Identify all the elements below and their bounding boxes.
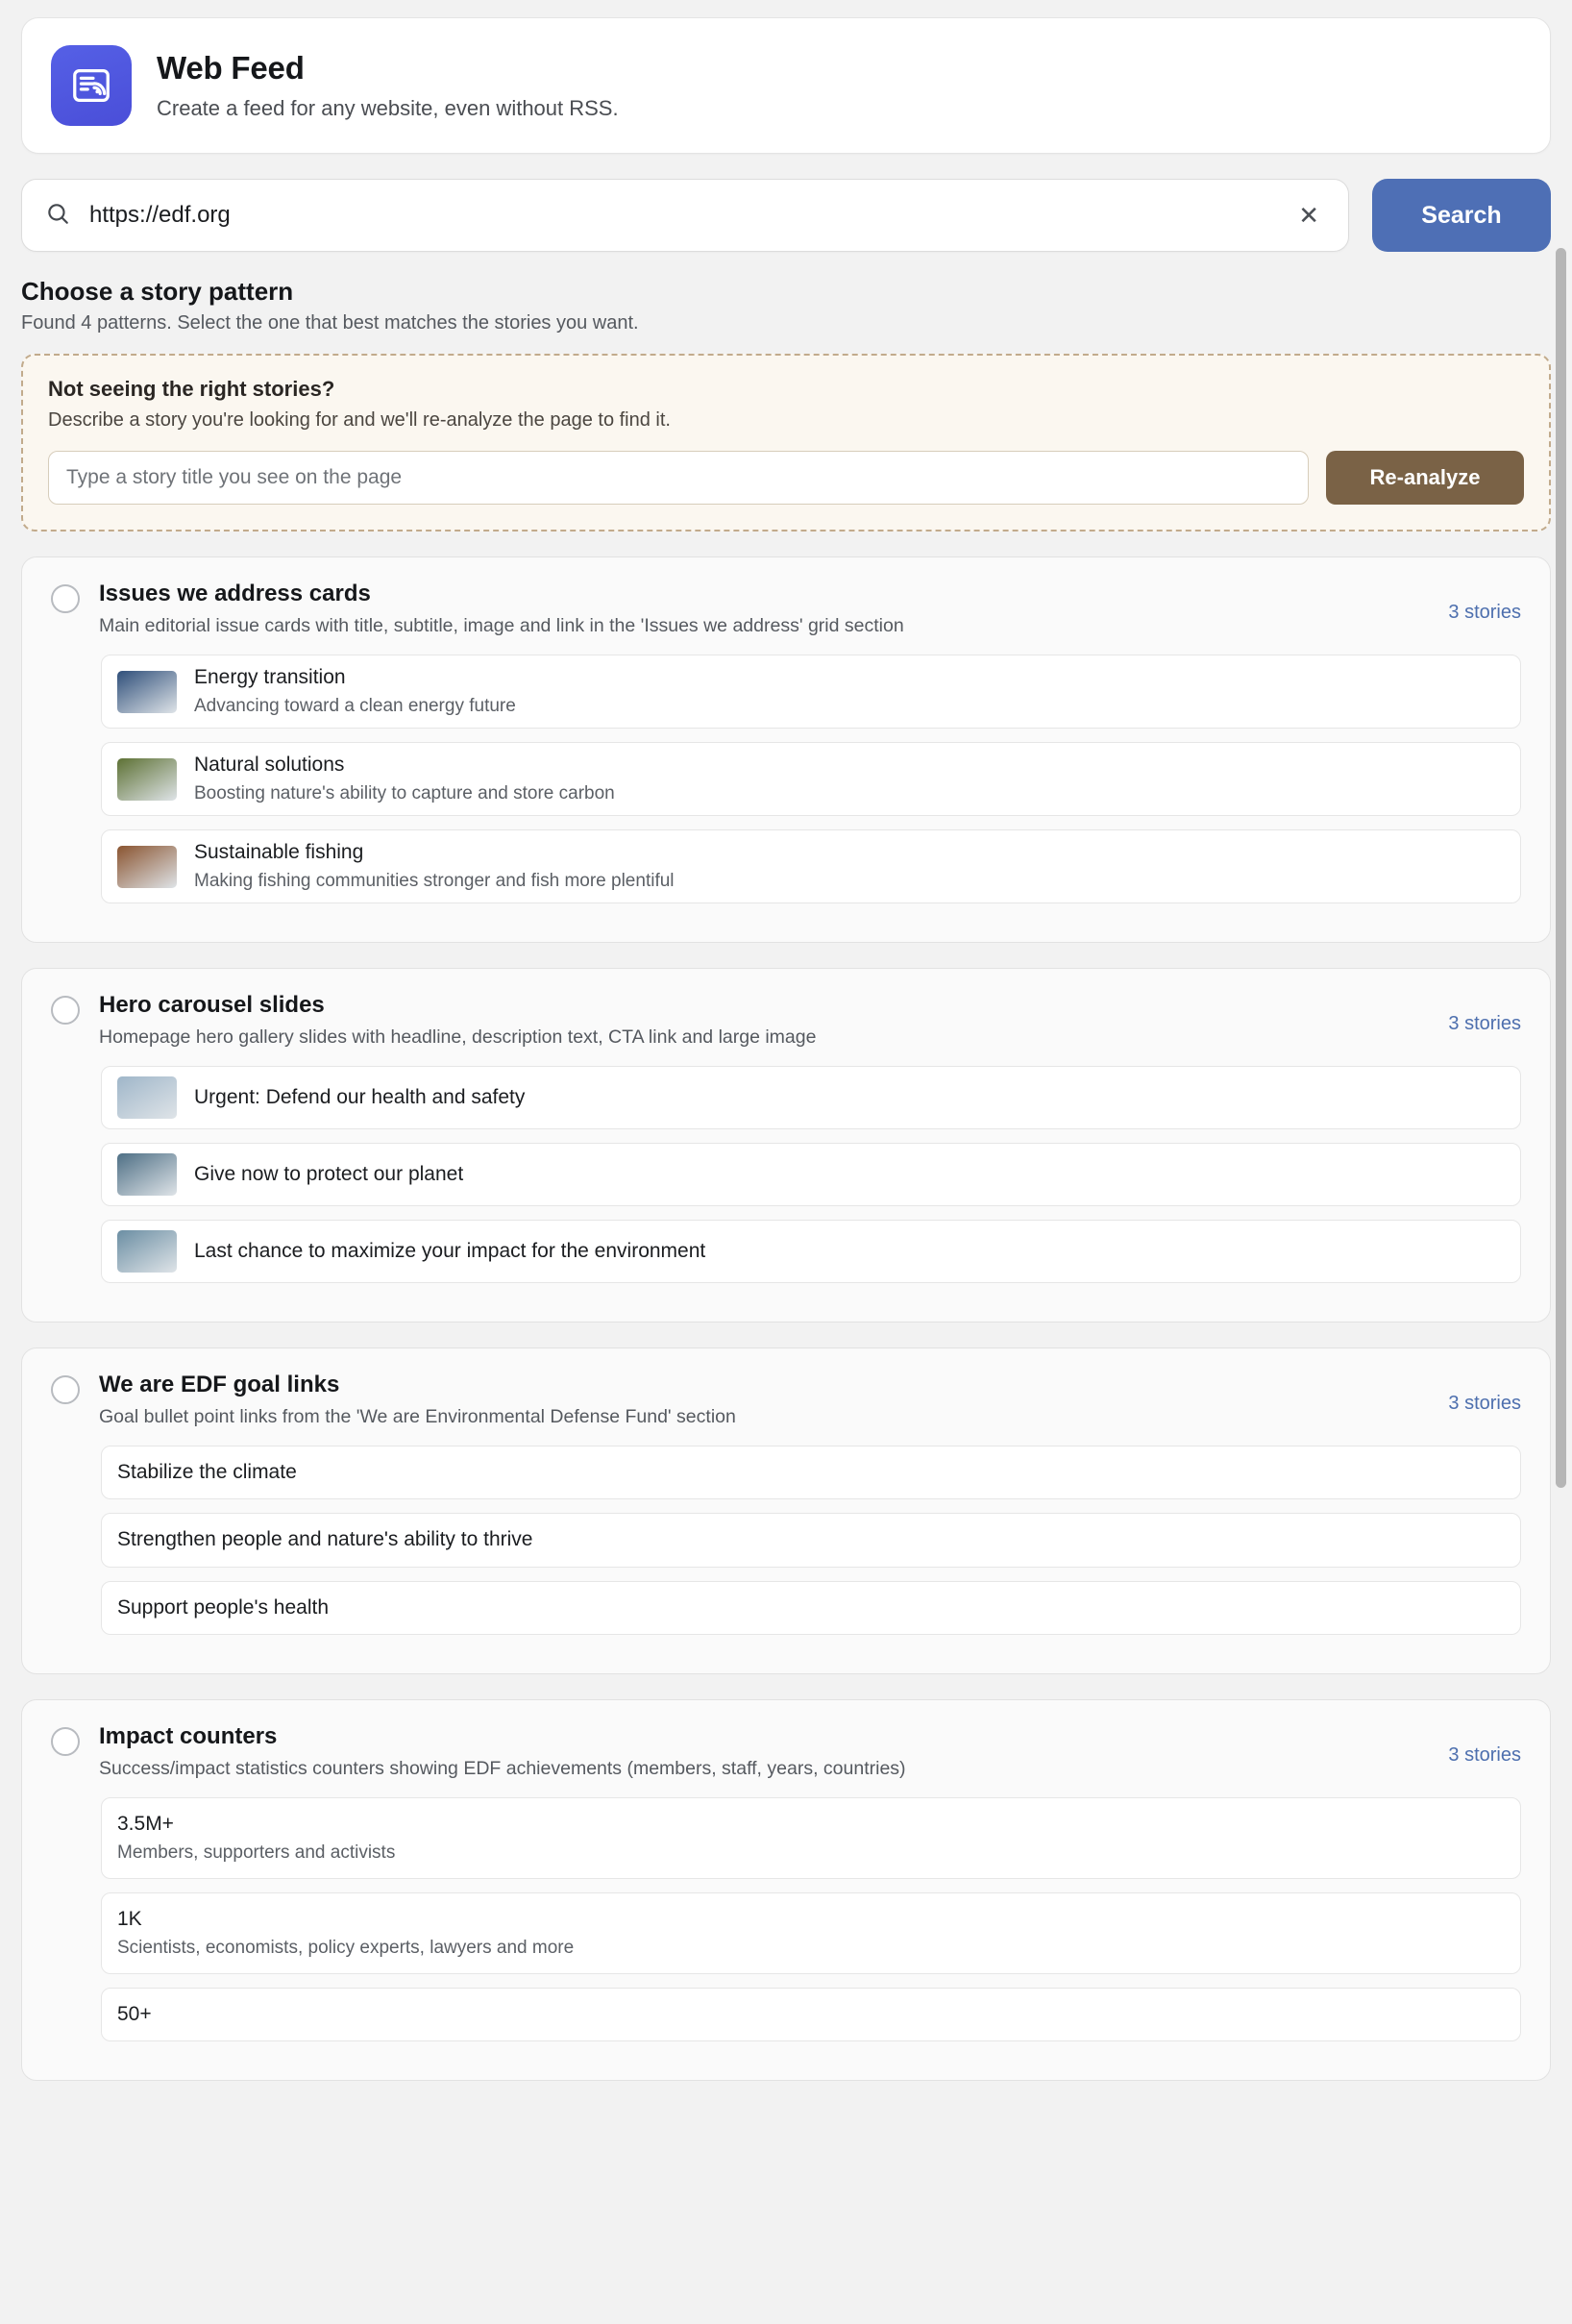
pattern-title: Issues we address cards <box>99 581 371 606</box>
story-title: Strengthen people and nature's ability to thrive <box>117 1528 533 1551</box>
story-thumbnail <box>117 671 177 713</box>
story-subtitle: Making fishing communities stronger and fish more plentiful <box>194 871 675 892</box>
list-item[interactable] <box>101 1143 1521 1206</box>
story-text <box>194 1162 463 1187</box>
page-scrollbar[interactable] <box>1556 248 1566 2305</box>
pattern-description: Main editorial issue cards with title, subtitle, image and link in the 'Issues we address' grid section <box>99 615 904 636</box>
list-item[interactable] <box>101 1892 1521 1974</box>
pattern-radio[interactable] <box>51 1727 80 1756</box>
story-title: Urgent: Defend our health and safety <box>194 1085 526 1108</box>
story-title: Last chance to maximize your impact for the environment <box>194 1239 706 1262</box>
pattern-header-text <box>99 1723 1429 1780</box>
story-thumbnail <box>117 1153 177 1196</box>
list-item[interactable] <box>101 1446 1521 1499</box>
pattern-header <box>51 1372 1521 1428</box>
pattern-header-text <box>99 1372 1429 1428</box>
list-item[interactable] <box>101 1797 1521 1879</box>
story-count-badge: 3 stories <box>1448 1743 1521 1766</box>
story-list <box>51 655 1521 903</box>
story-title: 1K <box>117 1907 142 1930</box>
list-item[interactable] <box>101 1066 1521 1129</box>
reanalyze-button[interactable]: Re-analyze <box>1326 451 1524 505</box>
story-list <box>51 1066 1521 1283</box>
list-item[interactable] <box>101 1581 1521 1635</box>
story-thumbnail <box>117 1230 177 1273</box>
search-input[interactable] <box>87 201 1275 230</box>
pattern-card[interactable] <box>21 968 1551 1323</box>
app-header-text <box>157 50 619 121</box>
search-icon <box>45 201 70 231</box>
pattern-description: Homepage hero gallery slides with headline, description text, CTA link and large image <box>99 1026 817 1048</box>
pattern-header <box>51 992 1521 1049</box>
story-subtitle: Boosting nature's ability to capture and store carbon <box>194 783 615 804</box>
story-title: Natural solutions <box>194 754 345 776</box>
callout-row <box>48 451 1524 505</box>
page-title: Web Feed <box>157 50 305 86</box>
pattern-radio[interactable] <box>51 584 80 613</box>
story-thumbnail <box>117 846 177 888</box>
list-item[interactable] <box>101 829 1521 903</box>
story-subtitle: Advancing toward a clean energy future <box>194 696 516 717</box>
story-text <box>117 1460 297 1485</box>
story-count-badge: 3 stories <box>1448 1013 1521 1034</box>
story-thumbnail <box>117 1076 177 1119</box>
story-text <box>194 1085 525 1110</box>
story-count-badge: 3 stories <box>1448 602 1521 623</box>
story-thumbnail <box>117 758 177 801</box>
pattern-header-text <box>99 992 1429 1049</box>
story-list <box>51 1446 1521 1635</box>
search-row <box>21 179 1551 252</box>
story-title: Energy transition <box>194 666 346 688</box>
story-title: Support people's health <box>117 1595 330 1619</box>
page-subtitle: Create a feed for any website, even without RSS. <box>157 96 619 120</box>
pattern-card[interactable] <box>21 1699 1551 2081</box>
list-item[interactable] <box>101 742 1521 816</box>
story-text <box>117 2002 152 2027</box>
pattern-title: We are EDF goal links <box>99 1372 340 1397</box>
story-text <box>194 753 615 805</box>
reanalyze-callout <box>21 354 1551 532</box>
story-title: 50+ <box>117 2002 152 2025</box>
story-title: 3.5M+ <box>117 1812 174 1835</box>
patterns-section-title: Choose a story pattern <box>21 277 294 306</box>
list-item[interactable] <box>101 1513 1521 1567</box>
rss-feed-icon <box>51 45 132 126</box>
search-button[interactable]: Search <box>1372 179 1551 252</box>
pattern-card[interactable] <box>21 556 1551 943</box>
list-item[interactable] <box>101 1988 1521 2041</box>
pattern-radio[interactable] <box>51 996 80 1025</box>
pattern-title: Hero carousel slides <box>99 992 325 1018</box>
app-header <box>21 17 1551 154</box>
story-text <box>117 1595 329 1620</box>
callout-subtitle: Describe a story you're looking for and we'll re-analyze the page to find it. <box>48 409 671 431</box>
story-text <box>194 840 675 893</box>
patterns-list <box>21 556 1551 2081</box>
list-item[interactable] <box>101 1220 1521 1283</box>
pattern-card[interactable] <box>21 1347 1551 1674</box>
search-box[interactable] <box>21 179 1349 252</box>
story-title: Stabilize the climate <box>117 1461 297 1483</box>
list-item[interactable] <box>101 655 1521 729</box>
scrollbar-thumb[interactable] <box>1556 248 1566 1488</box>
callout-title: Not seeing the right stories? <box>48 377 335 401</box>
pattern-description: Goal bullet point links from the 'We are Environmental Defense Fund' section <box>99 1406 736 1427</box>
pattern-title: Impact counters <box>99 1722 278 1749</box>
story-text <box>194 665 516 718</box>
pattern-header-text <box>99 581 1429 637</box>
story-title: Sustainable fishing <box>194 841 364 863</box>
story-text <box>117 1907 574 1960</box>
pattern-header <box>51 1723 1521 1780</box>
story-text <box>117 1527 532 1552</box>
story-subtitle: Scientists, economists, policy experts, lawyers and more <box>117 1938 575 1958</box>
story-subtitle: Members, supporters and activists <box>117 1842 396 1863</box>
pattern-header <box>51 581 1521 637</box>
story-list <box>51 1797 1521 2041</box>
story-count-badge: 3 stories <box>1448 1393 1521 1414</box>
story-text <box>117 1812 395 1865</box>
close-icon[interactable]: ✕ <box>1292 199 1325 232</box>
story-title-input[interactable] <box>48 451 1309 505</box>
story-text <box>194 1239 705 1264</box>
pattern-radio[interactable] <box>51 1375 80 1404</box>
story-title: Give now to protect our planet <box>194 1162 464 1185</box>
pattern-description: Success/impact statistics counters showing EDF achievements (members, staff, years, countries) <box>99 1757 906 1779</box>
patterns-section-subtitle: Found 4 patterns. Select the one that best matches the stories you want. <box>21 312 639 334</box>
